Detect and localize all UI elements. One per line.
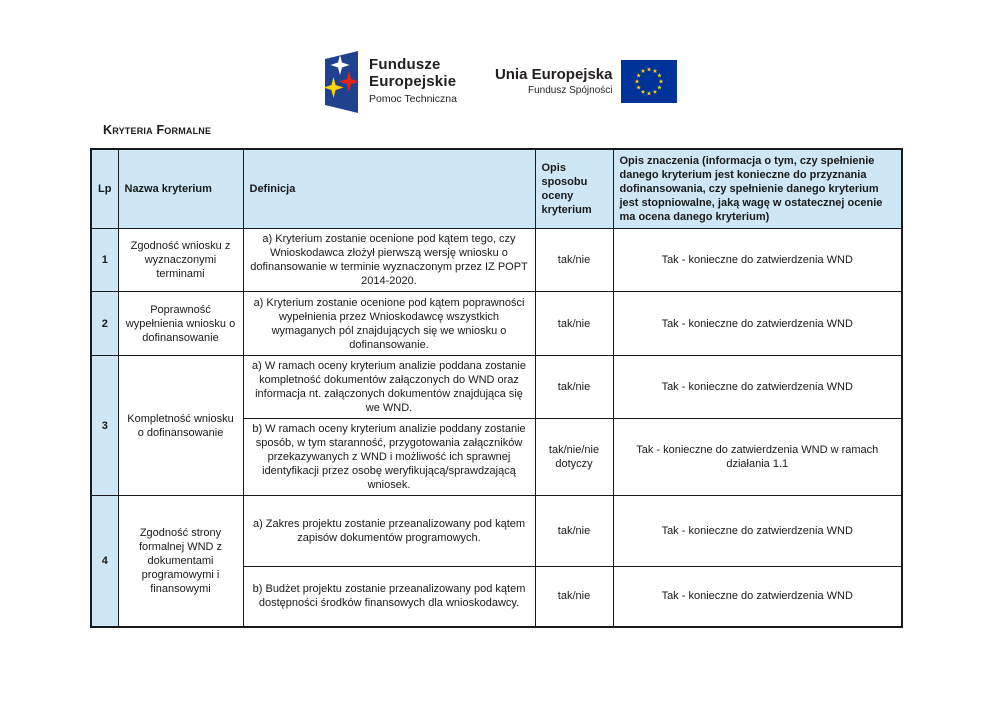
- criteria-table: [90, 148, 903, 628]
- assessment-cell: tak/nie: [535, 229, 613, 292]
- lp-cell: 3: [91, 356, 118, 496]
- assessment-cell: tak/nie: [535, 356, 613, 419]
- assessment-cell: tak/nie: [535, 567, 613, 627]
- fe-name-line2: Europejskie: [369, 73, 457, 90]
- col-header-nazwa: Nazwa kryterium: [118, 149, 243, 229]
- criterion-name-cell: Poprawność wypełnienia wniosku o dofinansowanie: [118, 292, 243, 356]
- fe-subtitle: Pomoc Techniczna: [369, 93, 457, 105]
- significance-cell: Tak - konieczne do zatwierdzenia WND: [613, 292, 902, 356]
- lp-cell: 1: [91, 229, 118, 292]
- significance-cell: Tak - konieczne do zatwierdzenia WND: [613, 356, 902, 419]
- eu-flag-icon: [621, 60, 677, 103]
- fe-name-line1: Fundusze: [369, 56, 441, 73]
- significance-cell: Tak - konieczne do zatwierdzenia WND w ramach działania 1.1: [613, 419, 902, 496]
- fundusze-europejskie-flag-icon: [323, 50, 360, 113]
- significance-cell: Tak - konieczne do zatwierdzenia WND: [613, 496, 902, 567]
- fundusze-europejskie-text: [369, 56, 457, 107]
- significance-cell: Tak - konieczne do zatwierdzenia WND: [613, 229, 902, 292]
- fundusze-europejskie-logo: [323, 50, 457, 113]
- definition-cell: b) Budżet projektu zostanie przeanalizowany pod kątem dostępności środków finansowych dla wnioskodawcy.: [243, 567, 535, 627]
- col-header-ocena: Opis sposobu oceny kryterium: [535, 149, 613, 229]
- assessment-cell: tak/nie: [535, 496, 613, 567]
- page-title: Kryteria Formalne: [103, 123, 212, 137]
- definition-cell: a) Zakres projektu zostanie przeanalizowany pod kątem zapisów dokumentów programowych.: [243, 496, 535, 567]
- assessment-cell: tak/nie: [535, 292, 613, 356]
- eu-subtitle: Fundusz Spójności: [527, 85, 613, 96]
- criterion-name-cell: Zgodność wniosku z wyznaczonymi terminami: [118, 229, 243, 292]
- significance-cell: Tak - konieczne do zatwierdzenia WND: [613, 567, 902, 627]
- definition-cell: a) Kryterium zostanie ocenione pod kątem tego, czy Wnioskodawca złożył pierwszą wersję wniosku o dofinansowanie w terminie wyznaczonym przez IZ POPT 2014-2020.: [243, 229, 535, 292]
- assessment-cell: tak/nie/nie dotyczy: [535, 419, 613, 496]
- table-row: [91, 496, 902, 567]
- table-row: [91, 356, 902, 419]
- col-header-definicja: Definicja: [243, 149, 535, 229]
- unia-europejska-text: [495, 66, 613, 97]
- criterion-name-cell: Kompletność wniosku o dofinansowanie: [118, 356, 243, 496]
- logo-strip: [323, 50, 677, 113]
- col-header-lp: Lp: [91, 149, 118, 229]
- lp-cell: 2: [91, 292, 118, 356]
- table-row: [91, 229, 902, 292]
- definition-cell: a) Kryterium zostanie ocenione pod kątem poprawności wypełnienia przez Wnioskodawcę wszystkich wymaganych pól znajdujących się we wniosku o dofinansowanie.: [243, 292, 535, 356]
- table-row: [91, 292, 902, 356]
- lp-cell: 4: [91, 496, 118, 627]
- col-header-znaczenie: Opis znaczenia (informacja o tym, czy spełnienie danego kryterium jest konieczne do przyznania dofinansowania, czy spełnienie danego kryterium jest stopniowalne, jaką wagę w ostatecznej ocenie ma ocena danego kryterium): [613, 149, 902, 229]
- unia-europejska-logo: [495, 60, 678, 103]
- table-header-row: [91, 149, 902, 229]
- definition-cell: b) W ramach oceny kryterium analizie poddany zostanie sposób, w tym staranność, przygotowania załączników przekazywanych z WND i możliwość ich sprawnej identyfikacji przez osobę weryfikującą/sprawdzającą wniosek.: [243, 419, 535, 496]
- criterion-name-cell: Zgodność strony formalnej WND z dokumentami programowymi i finansowymi: [118, 496, 243, 627]
- eu-title: Unia Europejska: [494, 66, 613, 83]
- definition-cell: a) W ramach oceny kryterium analizie poddana zostanie kompletność dokumentów załączonych do WND oraz informacja nt. załączonych dokumentów znajdująca się we WND.: [243, 356, 535, 419]
